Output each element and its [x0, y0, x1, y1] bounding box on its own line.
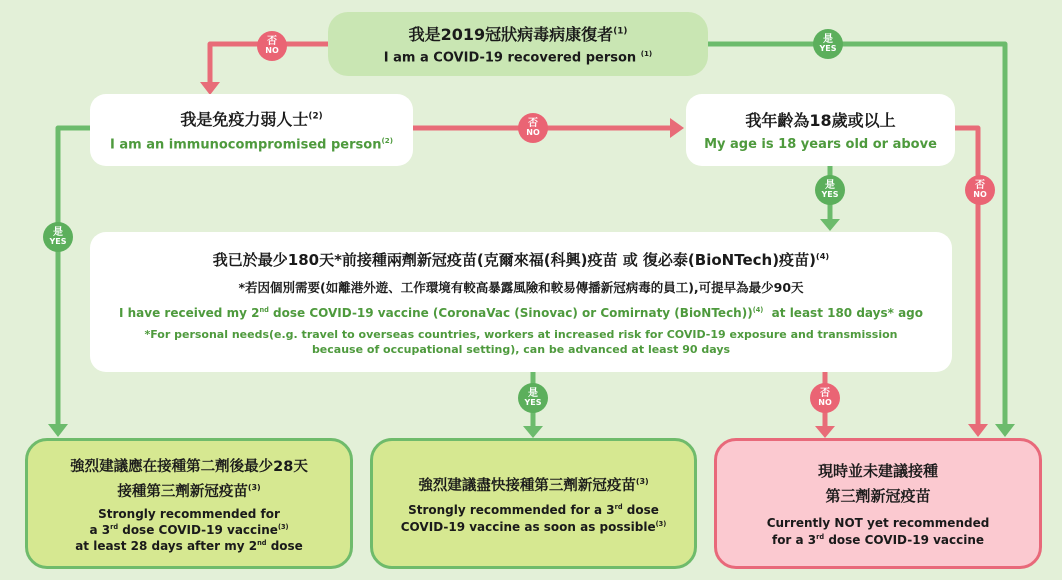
- r1-en-line1: Strongly recommended for: [98, 506, 280, 521]
- q2-en-note: (2): [381, 136, 393, 146]
- arrow-q3-no: [955, 128, 978, 428]
- result-soon-as-possible: [370, 438, 697, 569]
- q2-en: I am an immunocompromised person: [110, 137, 382, 153]
- no-badge-q1: 否 NO: [257, 31, 287, 61]
- yes-badge-q1: 是 YES: [813, 29, 843, 59]
- arrowhead-q1-yes: [995, 424, 1015, 437]
- r1-zh-line1: 強烈建議應在接種第二劑後最少28天: [70, 458, 308, 475]
- q4-en-line1-b: dose COVID-19 vaccine (CoronaVac (Sinovac) or Comirnaty (BioNTech)): [268, 305, 753, 320]
- arrowhead-q3-no: [968, 424, 988, 437]
- q2-zh: 我是免疫力弱人士: [180, 110, 309, 130]
- q4-zh-line1: 我已於最少180天*前接種兩劑新冠疫苗(克爾來福(科興)疫苗 或 復必泰(BioNTech)疫苗): [212, 250, 816, 269]
- r1-en-line2-b: dose COVID-19 vaccine: [118, 522, 278, 537]
- arrowhead-q4-yes: [523, 426, 543, 438]
- q1-zh: 我是2019冠狀病毒病康復者: [408, 25, 614, 45]
- r1-en-line3-sup: nd: [257, 538, 267, 547]
- r3-en-line2-sup: rd: [816, 533, 825, 541]
- r2-zh-note: (3): [635, 476, 649, 486]
- r1-en-line2-sup: rd: [110, 522, 119, 531]
- no-badge-q4: 否 NO: [810, 383, 840, 413]
- q4-en-line1-a: I have received my 2: [119, 305, 260, 320]
- r2-en-note: (3): [655, 519, 667, 528]
- r3-en-line2-a: for a 3: [771, 533, 817, 547]
- q4-en-line1-sup: nd: [259, 305, 269, 314]
- q4-en-line2: *For personal needs(e.g. travel to overseas countries, workers at increased risk for COVID-19 exposure and transmission: [144, 327, 898, 341]
- r2-en-line2: COVID-19 vaccine as soon as possible: [400, 519, 656, 534]
- no-badge-q3: 否 NO: [965, 175, 995, 205]
- question-age: [686, 94, 955, 166]
- no-badge-q2: 否 NO: [518, 113, 548, 143]
- yes-badge-q2: 是 YES: [43, 222, 73, 252]
- arrowhead-q4-no: [815, 426, 835, 438]
- r1-en-line3-b: dose: [266, 538, 303, 553]
- r3-en-line2-b: dose COVID-19 vaccine: [824, 533, 985, 547]
- q3-en: My age is 18 years old or above: [704, 137, 937, 152]
- r1-zh-note: (3): [247, 482, 261, 492]
- r1-en-line3-a: at least 28 days after my 2: [75, 538, 258, 553]
- q1-en: I am a COVID-19 recovered person: [383, 50, 637, 66]
- arrow-q2-yes: [58, 128, 90, 428]
- r2-zh: 強烈建議盡快接種第三劑新冠疫苗: [418, 477, 636, 494]
- q1-zh-note: (1): [613, 27, 628, 37]
- result-not-recommended: [714, 438, 1042, 569]
- result-28-days-after-second-dose: [25, 438, 353, 569]
- q4-en-line1-note: (4): [752, 305, 764, 314]
- r3-en-line1: Currently NOT yet recommended: [766, 516, 990, 530]
- yes-badge-q4: 是 YES: [518, 383, 548, 413]
- q4-en-line1-c: at least 180 days* ago: [763, 305, 923, 320]
- q4-zh-note: (4): [815, 250, 830, 261]
- r2-en-line1-sup: rd: [614, 502, 623, 511]
- r1-en-note: (3): [277, 522, 289, 531]
- r2-en-line1-a: Strongly recommended for a 3: [408, 502, 615, 517]
- question-recovered: [328, 12, 708, 76]
- yes-badge-q3: 是 YES: [815, 175, 845, 205]
- arrowhead-q2-no: [670, 118, 684, 138]
- r3-zh-line1: 現時並未建議接種: [817, 462, 938, 480]
- arrowhead-q3-yes: [820, 219, 840, 231]
- arrowhead-q2-yes: [48, 424, 68, 437]
- r2-en-line1-b: dose: [622, 502, 659, 517]
- q4-en-line3: because of occupational setting), can be advanced at least 90 days: [311, 342, 731, 356]
- q2-zh-note: (2): [308, 112, 323, 122]
- q3-zh: 我年齡為18歲或以上: [745, 111, 896, 130]
- question-immunocompromised: [90, 94, 413, 166]
- r3-zh-line2: 第三劑新冠疫苗: [825, 487, 931, 505]
- q4-zh-line2: *若因個別需要(如離港外遊、工作環境有較高暴露風險和較易傳播新冠病毒的員工),可提早為最少90天: [238, 279, 804, 295]
- question-two-doses-180-days: [90, 232, 952, 372]
- q1-en-note: (1): [640, 49, 653, 59]
- r1-en-line2-a: a 3: [89, 522, 111, 537]
- r1-zh-line2: 接種第三劑新冠疫苗: [117, 483, 248, 500]
